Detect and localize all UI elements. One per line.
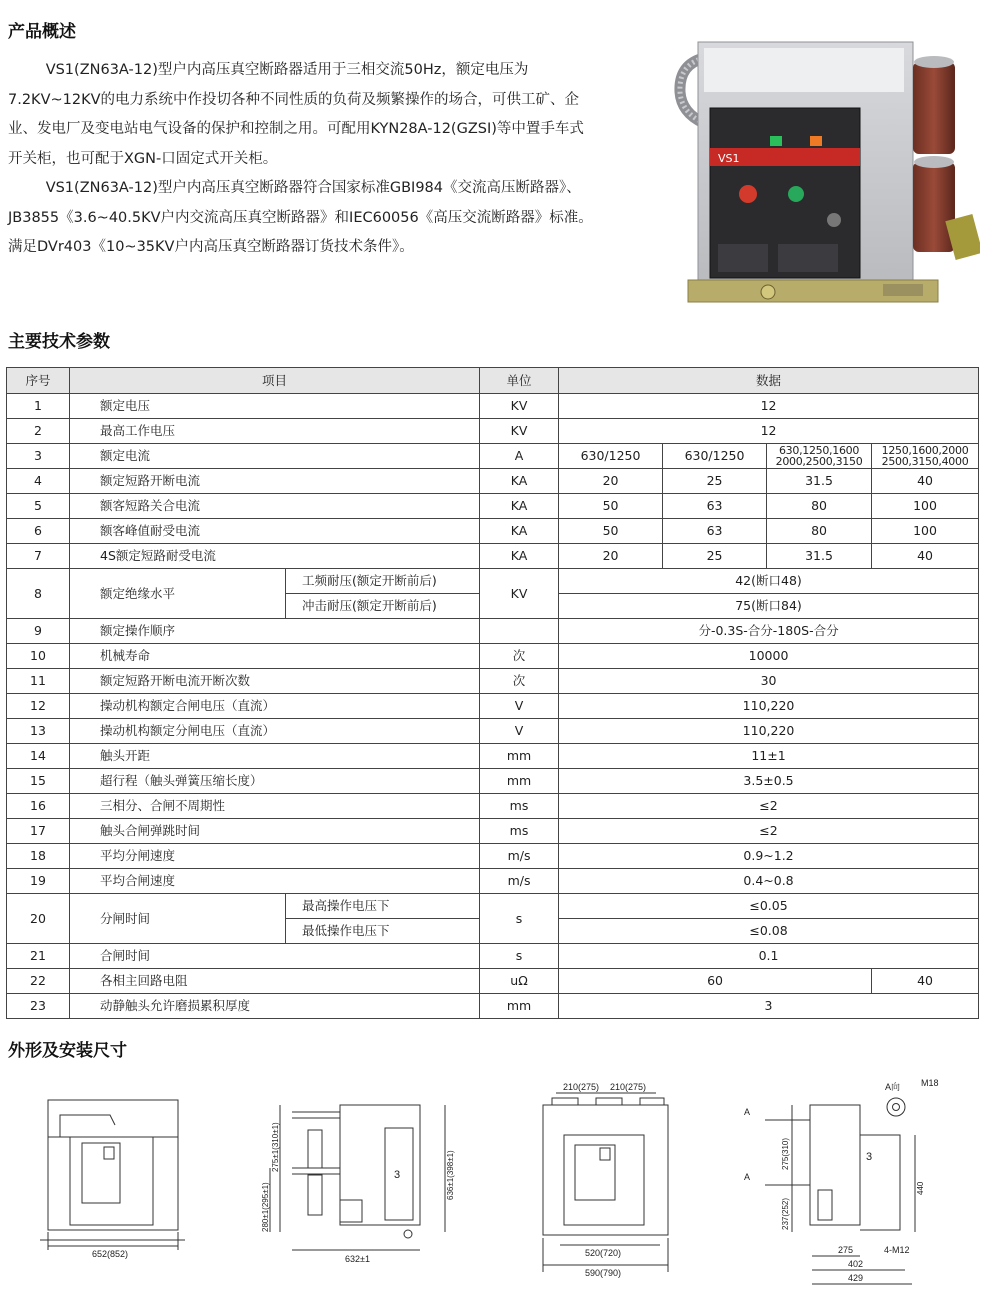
row-item: 操动机构额定合闸电压（直流） (70, 694, 480, 719)
row-item: 额定短路开断电流开断次数 (70, 669, 480, 694)
row-data-2: 25 (663, 469, 767, 494)
row-data: 30 (559, 669, 979, 694)
row-data: 3.5±0.5 (559, 769, 979, 794)
row-subitem: 最高操作电压下 (286, 894, 480, 919)
d4-w1: 275 (838, 1245, 854, 1255)
row-no: 1 (7, 394, 70, 419)
row-no: 16 (7, 794, 70, 819)
row-data: 10000 (559, 644, 979, 669)
front-view-drawing (40, 1100, 185, 1259)
row-item: 4S额定短路耐受电流 (70, 544, 480, 569)
row-unit: mm (480, 744, 559, 769)
row-data: 42(断口48) (559, 569, 979, 594)
d3-w2: 590(790) (585, 1268, 622, 1278)
table-row (7, 944, 979, 969)
row-data-1: 20 (559, 544, 663, 569)
row-item: 触头开距 (70, 744, 480, 769)
row-subitem: 工频耐压(额定开断前后) (286, 569, 480, 594)
header-unit: 单位 (480, 368, 559, 394)
row-item: 额客短路关合电流 (70, 494, 480, 519)
row-no: 2 (7, 419, 70, 444)
d3-w1: 520(720) (585, 1248, 622, 1258)
row-no: 13 (7, 719, 70, 744)
table-row (7, 994, 979, 1019)
d4-h1: 275(310) (781, 1137, 790, 1170)
row-no: 19 (7, 869, 70, 894)
table-header-row (7, 368, 979, 394)
table-row (7, 644, 979, 669)
table-row (7, 969, 979, 994)
table-row (7, 844, 979, 869)
d3-top1: 210(275) (563, 1082, 600, 1092)
row-item: 三相分、合闸不周期性 (70, 794, 480, 819)
row-data-4: 1250,1600,2000 2500,3150,4000 (872, 444, 979, 469)
table-row (7, 719, 979, 744)
row-data: ≤0.05 (559, 894, 979, 919)
table-row (7, 544, 979, 569)
row-item: 额定绝缘水平 (70, 569, 286, 619)
row-no: 20 (7, 894, 70, 944)
d2-h1: 280±1(295±1) (261, 1182, 270, 1232)
row-item: 额定电流 (70, 444, 480, 469)
row-data-3: 31.5 (767, 544, 872, 569)
vacuum-breaker-photo (658, 22, 980, 312)
row-data-1: 60 (559, 969, 872, 994)
table-row (7, 869, 979, 894)
row-data-3: 630,1250,1600 2000,2500,3150 (767, 444, 872, 469)
row-data: 0.1 (559, 944, 979, 969)
row-item: 分闸时间 (70, 894, 286, 944)
table-row (7, 819, 979, 844)
row-data: 0.9~1.2 (559, 844, 979, 869)
row-unit: 次 (480, 669, 559, 694)
row-no: 3 (7, 444, 70, 469)
d4-view: A向 (885, 1082, 901, 1092)
table-row (7, 419, 979, 444)
row-data-3: 80 (767, 494, 872, 519)
row-data: 0.4~0.8 (559, 869, 979, 894)
row-data: 12 (559, 394, 979, 419)
table-row (7, 744, 979, 769)
row-no: 9 (7, 619, 70, 644)
row-item: 超行程（触头弹簧压缩长度） (70, 769, 480, 794)
row-subitem: 冲击耐压(额定开断前后) (286, 594, 480, 619)
table-row (7, 569, 979, 594)
row-no: 17 (7, 819, 70, 844)
row-item: 合闸时间 (70, 944, 480, 969)
row-data-2: 63 (663, 519, 767, 544)
row-no: 11 (7, 669, 70, 694)
row-unit: KA (480, 494, 559, 519)
d4-h2: 237(252) (781, 1197, 790, 1230)
row-unit: V (480, 719, 559, 744)
row-no: 6 (7, 519, 70, 544)
row-no: 22 (7, 969, 70, 994)
panel-label: VS1 (718, 152, 740, 165)
row-data-2: 63 (663, 494, 767, 519)
row-data-1: 50 (559, 494, 663, 519)
d2-label: 3 (394, 1169, 401, 1181)
d2-width: 632±1 (345, 1254, 370, 1264)
table-row (7, 444, 979, 469)
row-item: 平均分闸速度 (70, 844, 480, 869)
d4-label: 3 (866, 1151, 873, 1163)
row-item: 额定短路开断电流 (70, 469, 480, 494)
dimension-drawings (0, 1070, 990, 1293)
d2-h2: 275±1(310±1) (271, 1122, 280, 1172)
row-data-1: 50 (559, 519, 663, 544)
row-no: 14 (7, 744, 70, 769)
section-title-overview: 产品概述 (8, 22, 76, 42)
d4-holes: 4-M12 (884, 1245, 910, 1255)
row-data: 110,220 (559, 694, 979, 719)
d4-arrow1: A (744, 1107, 751, 1117)
row-data: 3 (559, 994, 979, 1019)
row-item: 操动机构额定分闸电压（直流） (70, 719, 480, 744)
table-row (7, 894, 979, 919)
row-data-3: 80 (767, 519, 872, 544)
row-unit: mm (480, 769, 559, 794)
row-no: 10 (7, 644, 70, 669)
row-data: ≤2 (559, 794, 979, 819)
row-data-4: 40 (872, 544, 979, 569)
header-data: 数据 (559, 368, 979, 394)
row-no: 8 (7, 569, 70, 619)
d4-w2: 402 (848, 1259, 864, 1269)
row-subitem: 最低操作电压下 (286, 919, 480, 944)
row-unit: m/s (480, 869, 559, 894)
row-unit: ms (480, 819, 559, 844)
row-item: 各相主回路电阻 (70, 969, 480, 994)
d4-h3: 440 (916, 1181, 925, 1195)
row-data: 110,220 (559, 719, 979, 744)
row-no: 23 (7, 994, 70, 1019)
table-row (7, 494, 979, 519)
row-unit: KV (480, 394, 559, 419)
row-data-1: 630/1250 (559, 444, 663, 469)
row-unit: KA (480, 469, 559, 494)
row-unit: ms (480, 794, 559, 819)
row-data: 12 (559, 419, 979, 444)
row-unit: KA (480, 544, 559, 569)
table-row (7, 519, 979, 544)
row-no: 7 (7, 544, 70, 569)
row-data: 分-0.3S-合分-180S-合分 (559, 619, 979, 644)
row-unit: KV (480, 419, 559, 444)
d1-width: 652(852) (92, 1249, 129, 1259)
overview-paragraph-1: VS1(ZN63A-12)型户内高压真空断路器适用于三相交流50Hz，额定电压为7.2KV~12KV的电力系统中作投切各种不同性质的负荷及频繁操作的场合，可供工矿、企业、发电厂及变电站电气设备的保护和控制之用。可配用KYN28A-12(GZSI)等中置手车式开关柜，也可配于XGN-口固定式开关柜。 (8, 62, 584, 167)
table-row (7, 694, 979, 719)
row-unit: KA (480, 519, 559, 544)
d4-w3: 429 (848, 1273, 864, 1283)
header-item: 项目 (70, 368, 480, 394)
front-contacts-drawing (543, 1082, 668, 1278)
row-item: 额客峰值耐受电流 (70, 519, 480, 544)
row-unit: 次 (480, 644, 559, 669)
row-unit: m/s (480, 844, 559, 869)
table-row (7, 794, 979, 819)
header-no: 序号 (7, 368, 70, 394)
row-item: 机械寿命 (70, 644, 480, 669)
d2-h3: 636±1(398±1) (446, 1150, 455, 1200)
row-unit: uΩ (480, 969, 559, 994)
overview-paragraph-2: VS1(ZN63A-12)型户内高压真空断路器符合国家标准GBI984《交流高压断路器》、JB3855《3.6~40.5KV户内交流高压真空断路器》和IEC60056《高压交流断路器》标准。满足DVr403《10~35KV户内高压真空断路器订货技术条件》。 (8, 180, 593, 255)
section-title-dimensions: 外形及安装尺寸 (8, 1041, 127, 1061)
table-row (7, 394, 979, 419)
spec-table (6, 367, 979, 1019)
row-unit: V (480, 694, 559, 719)
table-row (7, 769, 979, 794)
section-title-specs: 主要技术参数 (8, 332, 110, 352)
row-data-4: 40 (872, 469, 979, 494)
row-item: 额定电压 (70, 394, 480, 419)
row-no: 5 (7, 494, 70, 519)
row-data-4: 100 (872, 494, 979, 519)
row-no: 4 (7, 469, 70, 494)
row-no: 18 (7, 844, 70, 869)
d4-arrow2: A (744, 1172, 751, 1182)
row-unit: A (480, 444, 559, 469)
row-unit: mm (480, 994, 559, 1019)
row-item: 触头合闸弹跳时间 (70, 819, 480, 844)
row-data-2: 40 (872, 969, 979, 994)
d4-bolt: M18 (921, 1078, 939, 1088)
row-data-2: 630/1250 (663, 444, 767, 469)
row-item: 动静触头允许磨损累积厚度 (70, 994, 480, 1019)
row-item: 额定操作顺序 (70, 619, 480, 644)
row-item: 平均合闸速度 (70, 869, 480, 894)
row-data: 11±1 (559, 744, 979, 769)
row-unit: KV (480, 569, 559, 619)
row-data-3: 31.5 (767, 469, 872, 494)
side-a-view-drawing (744, 1078, 939, 1284)
row-data-4: 100 (872, 519, 979, 544)
row-item: 最高工作电压 (70, 419, 480, 444)
row-data-1: 20 (559, 469, 663, 494)
table-row (7, 619, 979, 644)
row-unit (480, 619, 559, 644)
overview-text (8, 56, 593, 263)
d3-top2: 210(275) (610, 1082, 647, 1092)
row-data: 75(断口84) (559, 594, 979, 619)
row-data: ≤0.08 (559, 919, 979, 944)
row-data: ≤2 (559, 819, 979, 844)
row-data-2: 25 (663, 544, 767, 569)
row-unit: s (480, 944, 559, 969)
row-no: 12 (7, 694, 70, 719)
row-no: 15 (7, 769, 70, 794)
row-no: 21 (7, 944, 70, 969)
table-row (7, 669, 979, 694)
table-row (7, 469, 979, 494)
row-unit: s (480, 894, 559, 944)
side-view-drawing (261, 1105, 455, 1264)
